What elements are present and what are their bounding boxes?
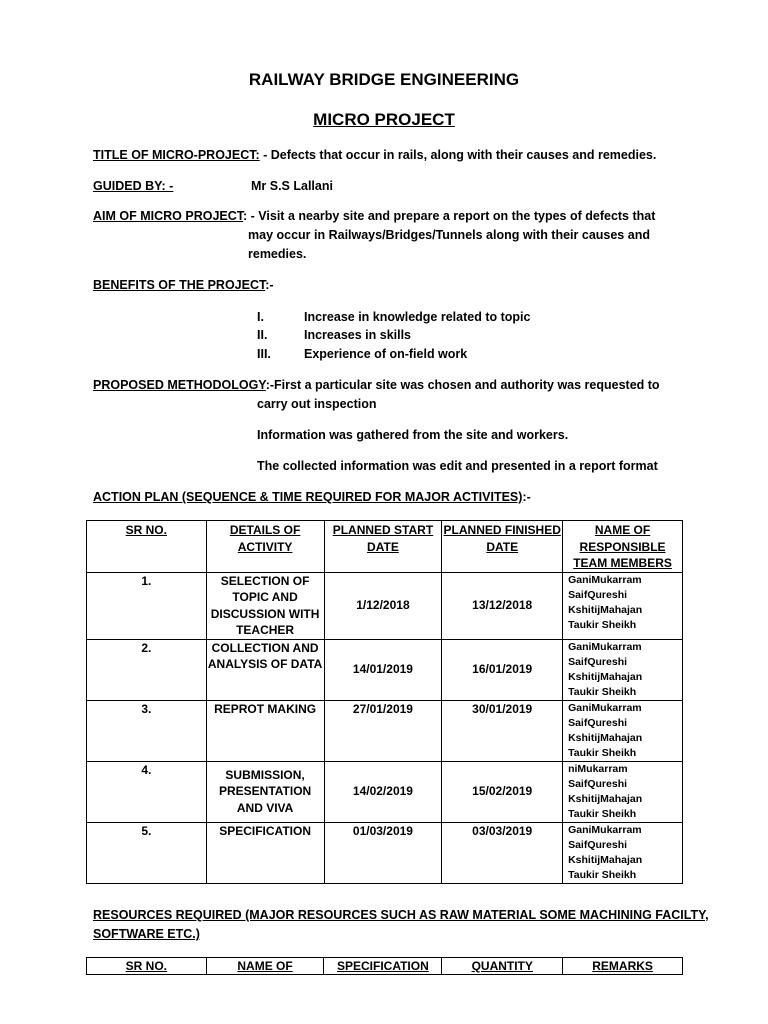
title-separator: -: [259, 148, 271, 162]
title-row: [93, 148, 656, 162]
methodology-line-1: First a particular site was chosen and authority was requested to: [274, 378, 660, 392]
sr-no-cell: 1.: [87, 572, 207, 639]
sr-no-cell: 2.: [87, 639, 207, 700]
resources-label-line-1: RESOURCES REQUIRED (MAJOR RESOURCES SUCH AS RAW MATERIAL SOME MACHINING FACILTY,: [93, 908, 709, 922]
benefit-num: III.: [257, 347, 271, 361]
member-name: Taukir Sheikh: [568, 618, 637, 631]
team-members-cell: [563, 572, 683, 639]
member-name: Taukir Sheikh: [568, 807, 637, 820]
start-date-cell: 01/03/2019: [324, 822, 442, 883]
guided-label: GUIDED BY: -: [93, 179, 174, 193]
column-header-finish-date: PLANNED FINISHED DATE: [442, 521, 563, 573]
benefits-separator: :-: [265, 278, 274, 292]
member-name: KshitijMahajan: [568, 853, 643, 866]
column-header-activity: DETAILS OF ACTIVITY: [206, 521, 324, 573]
column-header-quantity: QUANTITY: [442, 958, 563, 975]
member-name: GaniMukarram: [568, 640, 642, 653]
member-name: SaifQureshi: [568, 588, 628, 601]
column-header-specification: SPECIFICATION: [324, 958, 442, 975]
activity-cell: SPECIFICATION: [206, 822, 324, 883]
aim-line-2: may occur in Railways/Bridges/Tunnels along with their causes and: [248, 228, 650, 242]
methodology-line-2: carry out inspection: [257, 397, 377, 411]
methodology-label: PROPOSED METHODOLOGY: [93, 378, 266, 392]
aim-line-1: Visit a nearby site and prepare a report on the types of defects that: [258, 209, 656, 223]
action-plan-separator: :-: [522, 490, 531, 504]
member-name: GaniMukarram: [568, 701, 642, 714]
member-name: niMukarram: [568, 762, 628, 775]
member-name: SaifQureshi: [568, 777, 628, 790]
team-members-cell: [563, 700, 683, 761]
action-plan-table: [86, 520, 683, 884]
start-date-cell: 14/01/2019: [324, 639, 442, 700]
table-row: [87, 822, 683, 883]
action-plan-heading: [93, 490, 531, 504]
resources-label-line-2: SOFTWARE ETC.): [93, 927, 200, 941]
aim-separator: : -: [243, 209, 259, 223]
finish-date-cell: 16/01/2019: [442, 639, 563, 700]
member-name: GaniMukarram: [568, 573, 642, 586]
methodology-row: [93, 378, 660, 392]
benefit-text: Increase in knowledge related to topic: [304, 310, 531, 324]
member-name: GaniMukarram: [568, 823, 642, 836]
benefit-num: II.: [257, 328, 268, 342]
member-name: Taukir Sheikh: [568, 746, 637, 759]
activity-cell: SELECTION OF TOPIC AND DISCUSSION WITH TEACHER: [206, 572, 324, 639]
sr-no-cell: 5.: [87, 822, 207, 883]
benefits-label: BENEFITS OF THE PROJECT: [93, 278, 266, 292]
table-row: [87, 572, 683, 639]
document-subtitle: MICRO PROJECT: [313, 110, 455, 129]
guided-value: Mr S.S Lallani: [251, 179, 333, 193]
finish-date-cell: 30/01/2019: [442, 700, 563, 761]
activity-cell: REPROT MAKING: [206, 700, 324, 761]
member-name: SaifQureshi: [568, 655, 628, 668]
member-name: KshitijMahajan: [568, 792, 643, 805]
resources-table: [86, 957, 683, 975]
column-header-sr-no: SR NO.: [87, 958, 207, 975]
column-header-name: NAME OF: [206, 958, 324, 975]
member-name: KshitijMahajan: [568, 603, 643, 616]
benefit-text: Increases in skills: [304, 328, 412, 342]
methodology-para-2: Information was gathered from the site and workers.: [257, 428, 569, 442]
member-name: Taukir Sheikh: [568, 685, 637, 698]
benefit-num: I.: [257, 310, 264, 324]
column-header-sr-no: SR NO.: [87, 521, 207, 573]
aim-line-3: remedies.: [248, 247, 307, 261]
member-name: SaifQureshi: [568, 716, 628, 729]
start-date-cell: 1/12/2018: [324, 572, 442, 639]
aim-label: AIM OF MICRO PROJECT: [93, 209, 244, 223]
table-row: [87, 761, 683, 822]
column-header-start-date: PLANNED START DATE: [324, 521, 442, 573]
finish-date-cell: 15/02/2019: [442, 761, 563, 822]
title-value: Defects that occur in rails, along with their causes and remedies.: [270, 148, 657, 162]
finish-date-cell: 13/12/2018: [442, 572, 563, 639]
sr-no-cell: 4.: [87, 761, 207, 822]
activity-cell: COLLECTION AND ANALYSIS OF DATA: [206, 639, 324, 700]
table-row: [87, 639, 683, 700]
start-date-cell: 27/01/2019: [324, 700, 442, 761]
member-name: KshitijMahajan: [568, 670, 643, 683]
action-plan-label: ACTION PLAN (SEQUENCE & TIME REQUIRED FOR MAJOR ACTIVITES): [93, 490, 523, 504]
action-plan-header-row: [87, 521, 683, 573]
benefits-heading: [93, 278, 274, 292]
methodology-para-3: The collected information was edit and presented in a report format: [257, 459, 658, 473]
resources-header-row: [87, 958, 683, 975]
finish-date-cell: 03/03/2019: [442, 822, 563, 883]
column-header-remarks: REMARKS: [563, 958, 683, 975]
start-date-cell: 14/02/2019: [324, 761, 442, 822]
column-header-team-members: NAME OF RESPONSIBLE TEAM MEMBERS: [563, 521, 683, 573]
benefit-text: Experience of on-field work: [304, 347, 468, 361]
document-title: RAILWAY BRIDGE ENGINEERING: [248, 70, 520, 89]
team-members-cell: [563, 761, 683, 822]
title-label: TITLE OF MICRO-PROJECT:: [93, 148, 260, 162]
member-name: KshitijMahajan: [568, 731, 643, 744]
team-members-cell: [563, 822, 683, 883]
member-name: Taukir Sheikh: [568, 868, 637, 881]
team-members-cell: [563, 639, 683, 700]
table-row: [87, 700, 683, 761]
aim-row: [93, 209, 655, 223]
methodology-separator: :-: [265, 378, 275, 392]
activity-cell: SUBMISSION, PRESENTATION AND VIVA: [206, 761, 324, 822]
member-name: SaifQureshi: [568, 838, 628, 851]
sr-no-cell: 3.: [87, 700, 207, 761]
